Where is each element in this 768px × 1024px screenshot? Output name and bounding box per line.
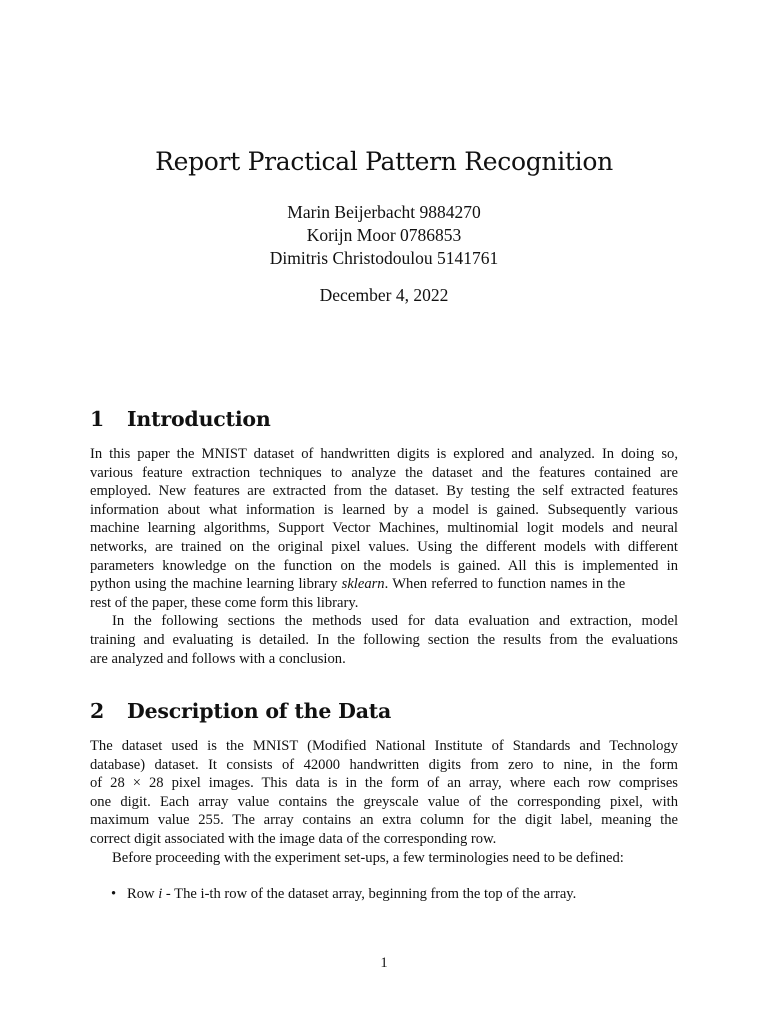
text-line: of 28 × 28 pixel images. This data is in the form of an array, where each row comprises [90, 775, 678, 792]
text-line: correct digit associated with the image data of the corresponding row. [90, 830, 497, 847]
description-body [90, 737, 678, 867]
text-line: are analyzed and follows with a conclusion. [90, 650, 346, 667]
text-line: networks, are trained on the original pixel values. Using the different models with different [90, 538, 678, 555]
bullet-text: - The i-th row of the dataset array, beginning from the top of the array. [162, 886, 577, 902]
section-number: 2 [90, 699, 105, 723]
text-line: In this paper the MNIST dataset of handwritten digits is explored and analyzed. In doing so, [90, 446, 678, 462]
text-line: Before proceeding with the experiment set-ups, a few terminologies need to be defined: [112, 849, 624, 866]
section-heading-introduction [90, 406, 271, 432]
text-line: parameters knowledge on the function on the models is gained. All this is implemented in [90, 557, 678, 574]
text-line: one digit. Each array value contains the greyscale value of the corresponding pixel, with [90, 793, 678, 810]
text-segment: python using the machine learning library [90, 576, 342, 593]
author-name: Korijn Moor 0786853 [306, 225, 462, 245]
section-title: Introduction [127, 407, 271, 431]
library-name: sklearn [341, 576, 385, 593]
section-number: 1 [90, 407, 105, 431]
author-name: Marin Beijerbacht 9884270 [287, 202, 481, 222]
text-segment: . When referred to function names in the [384, 576, 626, 593]
text-line: machine learning algorithms, Support Vector Machines, multinomial logit models and neural [90, 520, 678, 537]
bullet-item [111, 885, 576, 904]
bullet-term-prefix: Row [127, 886, 159, 902]
text-line: information about what information is learned by a model is gained. Subsequently various [90, 501, 678, 518]
text-line: database) dataset. It consists of 42000 handwritten digits from zero to nine, in the form [90, 756, 678, 773]
bullet-term-variable: i [158, 886, 163, 902]
bullet-icon: • [111, 886, 117, 902]
page-number: 1 [380, 955, 388, 971]
introduction-body [90, 445, 678, 668]
paper-title: Report Practical Pattern Recognition [155, 147, 613, 176]
text-line: The dataset used is the MNIST (Modified National Institute of Standards and Technology [90, 738, 678, 754]
text-line: various feature extraction techniques to analyze the dataset and the features contained are [90, 464, 678, 481]
text-line: training and evaluating is detailed. In the following section the results from the evaluations [90, 631, 678, 648]
section-title: Description of the Data [127, 699, 392, 723]
text-line: rest of the paper, these come form this library. [90, 594, 359, 611]
author-name: Dimitris Christodoulou 5141761 [269, 248, 499, 268]
author-list [0, 201, 768, 270]
paper-date: December 4, 2022 [319, 285, 449, 305]
text-line-with-library [90, 575, 678, 594]
text-line: In the following sections the methods used for data evaluation and extraction, model [112, 613, 678, 630]
text-line: maximum value 255. The array contains an extra column for the digit label, meaning the [90, 812, 678, 829]
section-heading-description-of-data [90, 698, 391, 724]
text-line: employed. New features are extracted from the dataset. By testing the self extracted features [90, 483, 678, 500]
